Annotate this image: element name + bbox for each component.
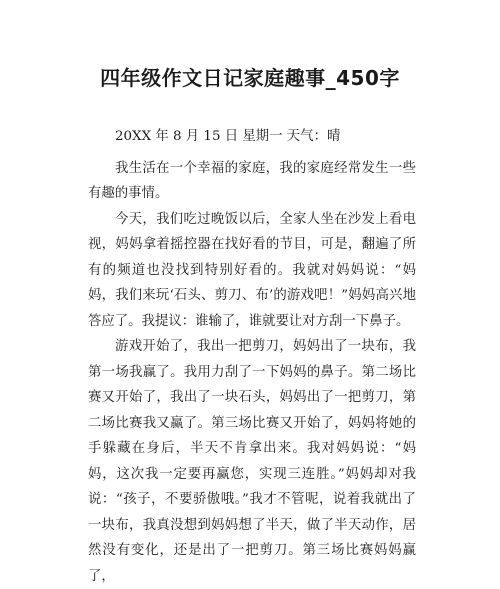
paragraph-3: 游戏开始了，我出一把剪刀，妈妈出了一块布，我第一场我赢了。我用力刮了一下妈妈的鼻子。第二场比赛又开始了，我出了一块石头，妈妈出了一把剪刀，第二场比赛我又赢了。第三场比赛又开始了，妈妈将她的手躲藏在身后，半天不肯拿出来。我对妈妈说：“妈妈，这次我一定要再赢您，实现三连胜。”妈妈却对我说：“孩子，不要骄傲哦。”我才不管呢，说着我就出了一块布，我真没想到妈妈想了半天，做了半天动作，居然没有变化，还是出了一把剪刀。第三场比赛妈妈赢了， (88, 339, 416, 584)
paragraph-1: 我生活在一个幸福的家庭，我的家庭经常发生一些有趣的事情。 (88, 160, 416, 201)
paragraph-2: 今天，我们吃过晚饭以后，全家人坐在沙发上看电视，妈妈拿着摇控器在找好看的节目，可是，翻遍了所有的频道也没找到特别好看的。我就对妈妈说：“妈妈，我们来玩‘石头、剪刀、布’的游戏吧！”妈妈高兴地答应了。我提议：谁输了，谁就要让对方刮一下鼻子。 (88, 211, 416, 329)
document-title: 四年级作文日记家庭趣事_450字 (100, 66, 400, 90)
date-line: 20XX 年 8 月 15 日 星期一 天气：晴 (115, 129, 341, 144)
document-body (88, 124, 416, 589)
